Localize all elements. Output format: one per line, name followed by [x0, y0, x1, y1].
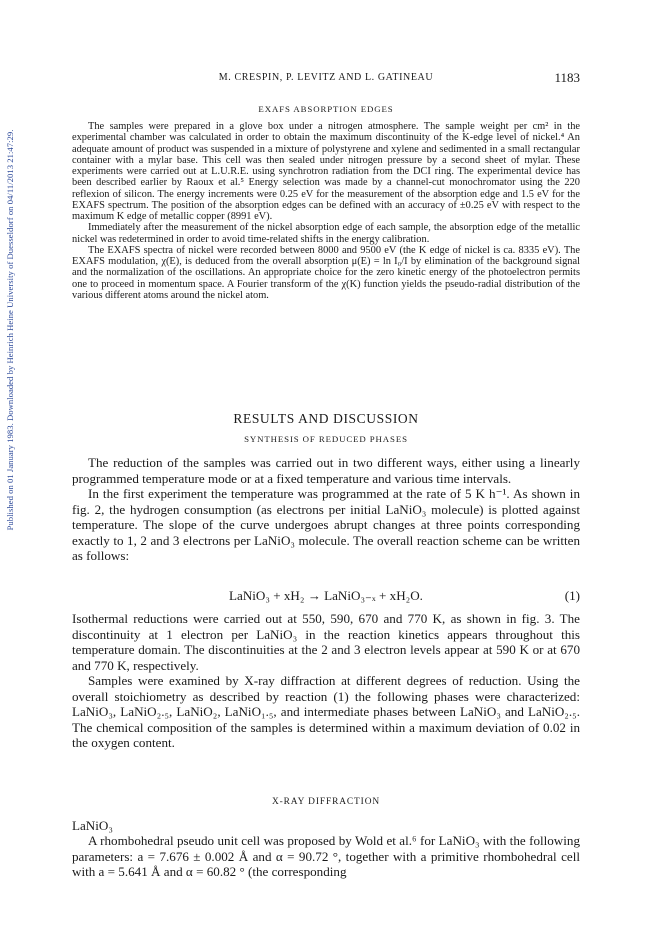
download-notice: Published on 01 January 1983. Downloaded by Heinrich Heine University of Duesseldorf on 04/11/2013 21:47:29.	[5, 129, 15, 531]
equation-number: (1)	[564, 588, 580, 603]
section-heading-xray: X-RAY DIFFRACTION	[271, 797, 381, 807]
subheading-lanio3: LaNiO₃	[72, 818, 113, 833]
download-watermark	[2, 100, 18, 560]
subsection-heading-synthesis: SYNTHESIS OF REDUCED PHASES	[244, 434, 408, 444]
isothermal-text	[72, 611, 580, 751]
page-number: 1183	[554, 70, 580, 85]
paragraph: A rhombohedral pseudo unit cell was proposed by Wold et al.⁶ for LaNiO₃ with the following parameters: a = 7.676 ± 0.002 Å and α = 90.72 °, together with a primitive rhombohedral cell with a = 5.641 Å and α = 60.82 ° (the corresponding	[72, 833, 580, 879]
section-heading-exafs: EXAFS ABSORPTION EDGES	[258, 104, 394, 114]
paragraph: The EXAFS spectra of nickel were recorded between 8000 and 9500 eV (the K edge of nickel is ca. 8335 eV). The EXAFS modulation, χ(E), is deduced from the overall absorption μ(E) = ln I₀/I by elimination of the background signal and the normalization of the oscillations. An appropriate choice for the zero kinetic energy of the photoelectron permits one to proceed in momentum space. A Fourier transform of the χ(K) function yields the pseudo-radial distribution of the various different atoms around the nickel atom.	[72, 244, 580, 301]
synthesis-text	[72, 455, 580, 564]
equation-formula: LaNiO₃ + xH₂ → LaNiO₃₋ₓ + xH₂O.	[229, 588, 423, 603]
paragraph: Samples were examined by X-ray diffraction at different degrees of reduction. Using the overall stoichiometry as described by reaction (1) the following phases were characterized: LaNiO₃, LaNiO₂.₅, LaNiO₂, LaNiO₁.₅, and intermediate phases between LaNiO₃ and LaNiO₂.₅. The chemical composition of the samples is determined within a maximum deviation of 0.02 in the oxygen content.	[72, 673, 580, 750]
paragraph: The samples were prepared in a glove box under a nitrogen atmosphere. The sample weight per cm² in the experimental chamber was calculated in order to obtain the maximum discontinuity of the K-edge level of nickel.⁴ An adequate amount of product was suspended in a mixture of polystyrene and xylene and sedimented in a small rectangular container with a mylar base. This cell was then sealed under nitrogen pressure by a second sheet of mylar. These experiments were carried out at L.U.R.E. using synchrotron radiation from the DCI ring. The experimental device has been described earlier by Raoux et al.⁵ Energy selection was made by a channel-cut monochromator using the 220 reflexion of silicon. The energy increments were 0.25 eV for the measurement of the absorption edge and 1.5 eV for the EXAFS spectrum. The position of the absorption edges can be defined with an accuracy of ±0.25 eV with respect to the maximum K edge of metallic copper (8991 eV).	[72, 121, 580, 222]
paragraph: In the first experiment the temperature was programmed at the rate of 5 K h⁻¹. As shown in fig. 2, the hydrogen consumption (as electrons per initial LaNiO₃ molecule) is plotted against temperature. The slope of the curve undergoes abrupt changes at three points corresponding exactly to 1, 2 and 3 electrons per LaNiO₃ molecule. The overall reaction scheme can be written as follows:	[72, 486, 580, 563]
paragraph: Isothermal reductions were carried out at 550, 590, 670 and 770 K, as shown in fig. 3. The discontinuity at 1 electron per LaNiO₃ in the reaction kinetics appears throughout this temperature domain. The discontinuities at the 2 and 3 electron levels appear at 590 K or at 670 and 770 K, respectively.	[72, 611, 580, 673]
page-header	[72, 72, 580, 88]
running-title: M. CRESPIN, P. LEVITZ AND L. GATINEAU	[218, 72, 434, 83]
paragraph: The reduction of the samples was carried out in two different ways, either using a linearly programmed temperature mode or at a fixed temperature and various time intervals.	[72, 455, 580, 486]
section-heading-results: RESULTS AND DISCUSSION	[233, 411, 419, 426]
xray-text	[72, 833, 580, 880]
paragraph: Immediately after the measurement of the nickel absorption edge of each sample, the absorption edge of the metallic nickel was redetermined in order to avoid time-related shifts in the energy calibration.	[72, 222, 580, 245]
exafs-text	[72, 121, 580, 301]
